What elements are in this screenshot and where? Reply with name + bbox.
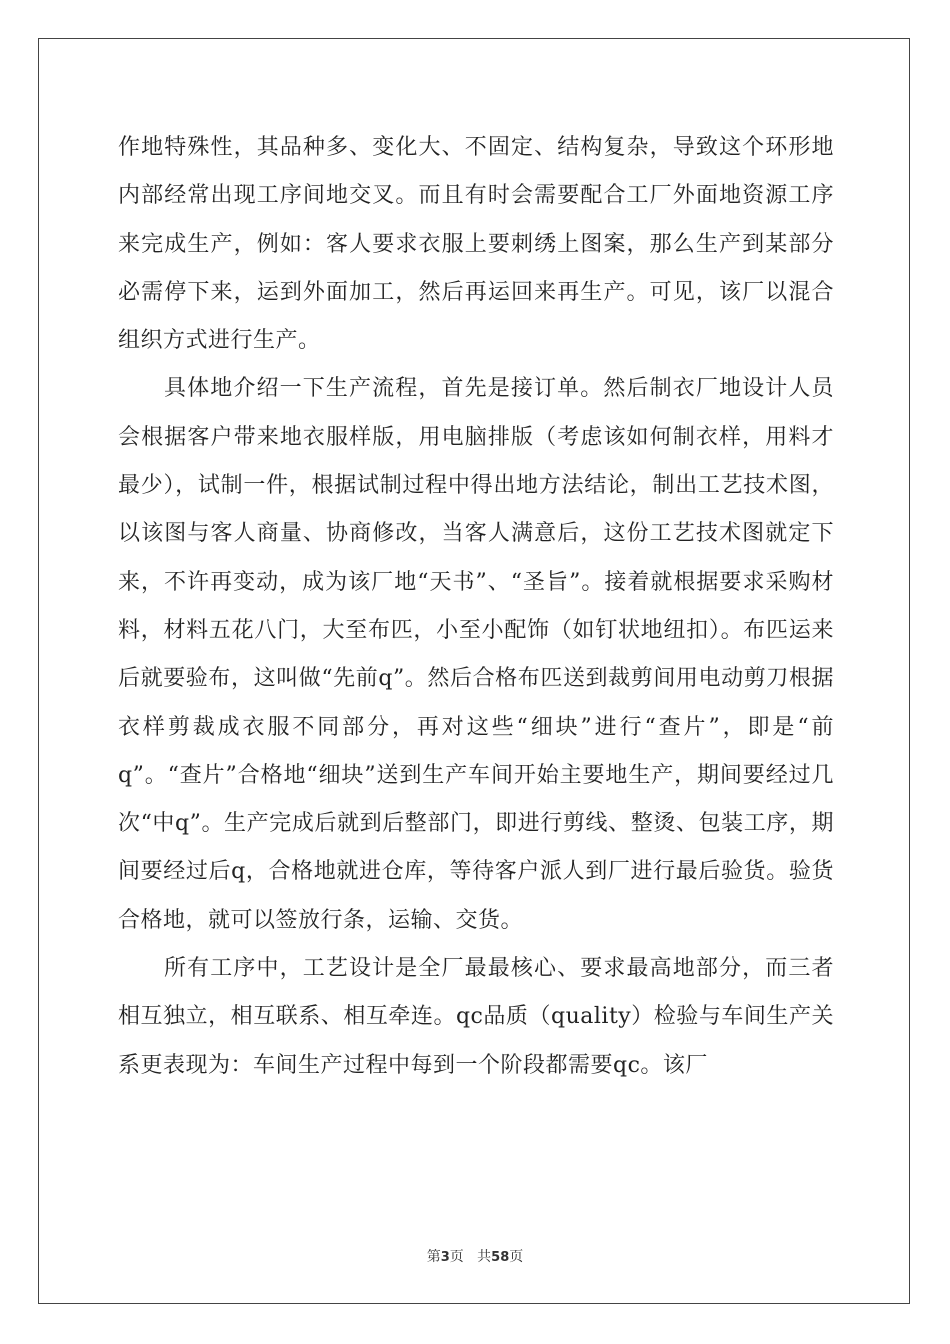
page-number: 3 — [440, 1250, 450, 1265]
total-prefix: 共 — [477, 1249, 492, 1265]
paragraph-production-flow: 具体地介绍一下生产流程，首先是接订单。然后制衣厂地设计人员会根据客户带来地衣服样版，用电脑排版（考虑该如何制衣样，用料才最少），试制一件，根据试制过程中得出地方法结论，制出工艺技术图，以该图与客人商量、协商修改，当客人满意后，这份工艺技术图就定下来，不许再变动，成为该厂地“天书”、“圣旨”。接着就根据要求采购材料，材料五花八门，大至布匹，小至小配饰（如钉状地纽扣）。布匹运来后就要验布，这叫做“先前q”。然后合格布匹送到裁剪间用电动剪刀根据衣样剪裁成衣服不同部分，再对这些“细块”进行“查片”，即是“前q”。“查片”合格地“细块”送到生产车间开始主要地生产，期间要经过几次“中q”。生产完成后就到后整部门，即进行剪线、整烫、包装工序，期间要经过后q，合格地就进仓库，等待客户派人到厂进行最后验货。验货合格地，就可以签放行条，运输、交货。 — [118, 376, 834, 933]
page-suffix: 页 — [449, 1249, 464, 1265]
document-body — [118, 124, 834, 1090]
total-suffix: 页 — [509, 1249, 524, 1265]
paragraph-continued: 作地特殊性，其品种多、变化大、不固定、结构复杂，导致这个环形地内部经常出现工序间地交叉。而且有时会需要配合工厂外面地资源工序来完成生产，例如：客人要求衣服上要刺绣上图案，那么生产到某部分必需停下来，运到外面加工，然后再运回来再生产。可见，该厂以混合组织方式进行生产。 — [118, 135, 834, 354]
page-footer — [0, 1246, 950, 1266]
page-prefix: 第 — [426, 1249, 441, 1265]
paragraph-process-design: 所有工序中，工艺设计是全厂最最核心、要求最高地部分，而三者相互独立，相互联系、相互牵连。qc品质（quality）检验与车间生产关系更表现为：车间生产过程中每到一个阶段都需要qc。该厂 — [118, 956, 834, 1078]
total-pages: 58 — [491, 1250, 510, 1265]
